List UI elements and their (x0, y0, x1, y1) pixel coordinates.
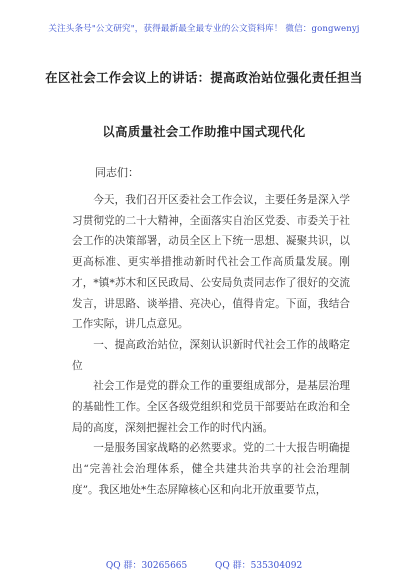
footer-qq-group-2[interactable]: QQ 群：535304092 (215, 561, 303, 571)
footer (0, 558, 408, 571)
body-text (72, 190, 350, 501)
salutation: 同志们： (95, 166, 139, 179)
footer-qq-group-1[interactable]: QQ 群：30265665 (105, 561, 188, 571)
paragraph: 今天，我们召开区委社会工作会议，主要任务是深入学习贯彻党的二十大精神，全面落实自治区党委、市委关于社会工作的决策部署，动员全区上下统一思想、凝聚共识，以更高标准、更实举措推动新时代社会工作高质量发展。刚才，*镇*苏木和区民政局、公安局负责同志作了很好的交流发言，讲思路、谈举措、亮决心，值得肯定。下面，我结合工作实际，讲几点意见。 (72, 194, 350, 331)
document-title-line-2: 以高质量社会工作助推中国式现代化 (102, 124, 306, 139)
header-link[interactable]: 关注头条号"公文研究"，获得最新最全最专业的公文资料库！ 微信：gongwenyj (48, 24, 360, 34)
paragraph: 一是服务国家战略的必然要求。党的二十大报告明确提出“完善社会治理体系，健全共建共治共享的社会治理制度”。我区地处*生态屏障核心区和向北开放重要节点， (72, 442, 350, 496)
section-heading: 一、提高政治站位，深刻认识新时代社会工作的战略定位 (72, 338, 350, 372)
document-title-line-1: 在区社会工作会议上的讲话：提高政治站位强化责任担当 (45, 70, 363, 85)
paragraph: 社会工作是党的群众工作的重要组成部分，是基层治理的基础性工作。全区各级党组织和党员干部要站在政治和全局的高度，深刻把握社会工作的时代内涵。 (72, 380, 350, 434)
